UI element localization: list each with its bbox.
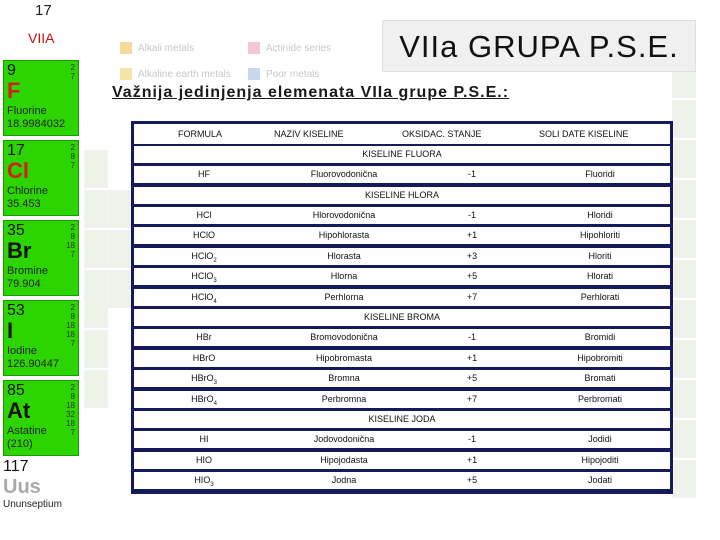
cell-formula: $HIO_3$: [194, 475, 214, 488]
element-symbol: Uus: [3, 476, 41, 498]
table-row: [134, 268, 670, 285]
cell-salt: Hloridi: [587, 209, 613, 220]
background-cell: [672, 140, 696, 178]
legend-label: Alkaline earth metals: [138, 69, 231, 80]
group-name: VIIA: [28, 30, 55, 46]
section-title: KISELINE FLUORA: [134, 146, 670, 163]
legend-label: Alkali metals: [138, 43, 195, 54]
cell-salt: Bromidi: [584, 332, 616, 342]
section-title: KISELINE JODA: [134, 411, 670, 428]
cell-salt: Hipohloriti: [579, 230, 621, 240]
element-ununseptium: [3, 458, 79, 516]
cell-oxidation-state: +5: [466, 475, 478, 485]
cell-acid-name: Jodna: [331, 475, 357, 485]
cell-formula: HBr: [196, 332, 212, 342]
cell-acid-name: Hipobromasta: [315, 352, 373, 363]
cell-acid-name: Hlorna: [330, 271, 358, 281]
cell-salt: Bromati: [584, 373, 616, 383]
cell-oxidation-state: -1: [467, 434, 476, 444]
cell-oxidation-state: +7: [466, 291, 478, 302]
element-mass: 126.90447: [7, 358, 59, 370]
legend-swatch: [120, 68, 132, 80]
table-row: [134, 248, 670, 265]
table-row: [134, 391, 670, 408]
table-row: [134, 207, 670, 224]
element-name: Astatine: [7, 425, 47, 437]
table-row: [134, 166, 670, 183]
element-symbol: F: [7, 78, 21, 103]
element-mass: 18.9984032: [7, 118, 66, 130]
element-name: Ununseptium: [3, 499, 62, 510]
element-mass: (210): [7, 438, 33, 450]
cell-salt: Fluoridi: [585, 169, 615, 179]
header-acid-name: NAZIV KISELINE: [274, 129, 344, 139]
legend-label: Actinide series: [266, 43, 332, 54]
cell-acid-name: Perbromna: [321, 393, 367, 404]
table-row: [134, 329, 670, 346]
cell-acid-name: Hipojodasta: [320, 454, 368, 465]
slide-subtitle: Važnija jedinjenja elemenata VIIa grupe P.S.E.:: [112, 84, 510, 101]
cell-oxidation-state: -1: [467, 169, 476, 179]
element-name: Fluorine: [7, 105, 47, 117]
header-salts: SOLI DATE KISELINE: [539, 129, 629, 139]
cell-salt: Jodati: [587, 475, 613, 485]
cell-oxidation-state: -1: [467, 209, 476, 220]
cell-oxidation-state: +7: [466, 393, 478, 404]
background-cell: [672, 220, 696, 258]
element-tile-cl: [3, 140, 79, 216]
cell-formula: HBrO$_3$: [191, 373, 217, 386]
table-row: [134, 452, 670, 469]
table-row: [134, 370, 670, 387]
element-shells: 2 8 7: [70, 143, 75, 170]
header-formula: FORMULA: [178, 129, 223, 139]
cell-oxidation-state: +5: [466, 373, 478, 383]
cell-salt: Hlorati: [586, 271, 613, 281]
element-tile-f: [3, 60, 79, 136]
background-cell: [108, 190, 132, 228]
element-shells: 2 8 18 18 7: [66, 303, 75, 348]
background-cell: [108, 270, 132, 308]
element-symbol: Cl: [7, 158, 29, 183]
table-row: [134, 289, 670, 306]
cell-formula: HI: [199, 434, 209, 444]
section-title: KISELINE HLORA: [134, 187, 670, 204]
legend-label: Poor metals: [266, 69, 320, 80]
cell-oxidation-state: +1: [466, 454, 478, 465]
header-oxidation-state: OKSIDAC. STANJE: [402, 129, 482, 139]
cell-formula: HClO$_3$: [191, 271, 217, 284]
cell-formula: HBrO$_4$: [191, 393, 217, 407]
element-tile-br: [3, 220, 79, 296]
background-cell: [672, 100, 696, 138]
element-symbol: At: [7, 398, 31, 423]
legend-swatch: [248, 68, 260, 80]
table-row: [134, 227, 670, 244]
element-tile-at: [3, 380, 79, 456]
element-symbol: I: [7, 318, 14, 343]
legend-swatch: [248, 42, 260, 54]
cell-acid-name: Bromna: [328, 373, 360, 383]
background-cell: [672, 340, 696, 378]
cell-acid-name: Bromovodonična: [310, 332, 378, 342]
cell-formula: HIO: [195, 454, 212, 465]
element-number: 85: [7, 382, 25, 399]
cell-salt: Hloriti: [588, 250, 612, 261]
background-cell: [672, 180, 696, 218]
table-row: [134, 350, 670, 367]
element-name: Chlorine: [7, 185, 48, 197]
cell-oxidation-state: +3: [466, 250, 478, 261]
background-cell: [672, 460, 696, 498]
element-symbol: Br: [7, 238, 32, 263]
cell-acid-name: Hlorovodonična: [312, 209, 376, 220]
cell-acid-name: Jodovodonična: [313, 434, 375, 444]
cell-acid-name: Hipohlorasta: [318, 230, 370, 240]
element-mass: 79.904: [7, 278, 41, 290]
cell-oxidation-state: +5: [466, 271, 478, 281]
cell-formula: HCl: [196, 209, 212, 220]
cell-salt: Perhlorati: [580, 291, 620, 302]
element-name: Bromine: [7, 265, 48, 277]
background-cell: [672, 420, 696, 458]
table-header: [134, 124, 670, 144]
element-number: 53: [7, 302, 25, 319]
cell-oxidation-state: +1: [466, 230, 478, 240]
cell-salt: Hipobromiti: [577, 352, 623, 363]
cell-salt: Jodidi: [588, 434, 612, 444]
background-cell: [672, 260, 696, 298]
compounds-table: [131, 121, 673, 494]
background-cell: [108, 230, 132, 268]
cell-acid-name: Perhlorna: [324, 291, 364, 302]
element-number: 9: [7, 62, 16, 79]
element-shells: 2 8 18 7: [66, 223, 75, 259]
legend-swatch: [120, 42, 132, 54]
background-cell: [672, 380, 696, 418]
element-number: 17: [7, 142, 25, 159]
cell-salt: Hipojoditi: [581, 454, 619, 465]
cell-formula: HF: [198, 169, 210, 179]
cell-formula: HClO$_4$: [191, 291, 217, 305]
element-shells: 2 8 18 32 18 7: [66, 383, 75, 437]
cell-oxidation-state: +1: [466, 352, 478, 363]
element-number: 117: [3, 458, 29, 475]
cell-oxidation-state: -1: [467, 332, 476, 342]
cell-formula: HClO$_2$: [191, 250, 217, 264]
element-shells: 2 7: [70, 63, 75, 81]
cell-formula: HClO: [193, 230, 215, 240]
element-mass: 35.453: [7, 198, 41, 210]
cell-acid-name: Fluorovodonična: [310, 169, 378, 179]
cell-acid-name: Hlorasta: [327, 250, 361, 261]
background-cell: [672, 300, 696, 338]
cell-salt: Perbromati: [577, 393, 622, 404]
element-tile-i: [3, 300, 79, 376]
table-row: [134, 431, 670, 448]
element-number: 35: [7, 222, 25, 239]
section-title: KISELINE BROMA: [134, 309, 670, 326]
title-box: [382, 20, 696, 72]
slide-title: VIIa GRUPA P.S.E.: [399, 29, 679, 64]
table-row: [134, 472, 670, 489]
cell-formula: HBrO: [192, 352, 216, 363]
group-number: 17: [35, 2, 52, 19]
element-name: Iodine: [7, 345, 37, 357]
element-strip: [0, 0, 110, 540]
